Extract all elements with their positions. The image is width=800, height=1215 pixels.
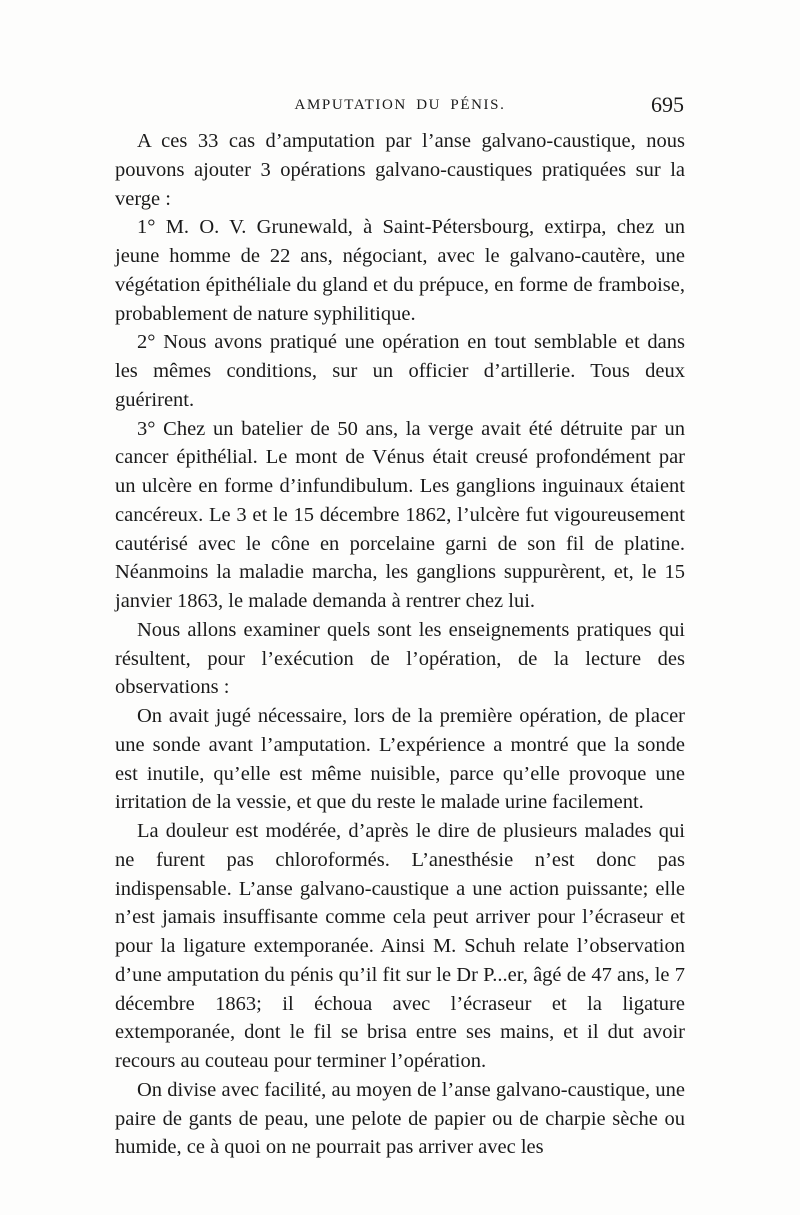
body-text (115, 127, 685, 1162)
paragraph-division: On divise avec facilité, au moyen de l’anse galvano-caustique, une paire de gants de peau, une pelote de papier ou de charpie sèche ou humide, ce à quoi on ne pourrait pas arriver avec les (115, 1078, 685, 1159)
paragraph-pain: La douleur est modérée, d’après le dire de plusieurs malades qui ne furent pas chloroformés. L’anesthésie n’est donc pas indispensable. L’anse galvano-caustique a une action puissante; elle n’est jamais insuffisante comme cela peut arriver pour l’écraseur et pour la ligature extemporanée. Ainsi M. Schuh relate l’observation d’une amputation du pénis qu’il fit sur le Dr P...er, âgé de 47 ans, le 7 décembre 1863; il échoua avec l’écraseur et la ligature extemporanée, dont le fil se brisa entre ses mains, et il dut avoir recours au couteau pour terminer l’opération. (115, 820, 685, 1072)
paragraph-intro: A ces 33 cas d’amputation par l’anse galvano-caustique, nous pouvons ajouter 3 opérations galvano-caustiques pratiquées sur la verge : (115, 130, 685, 210)
paragraph-catheter: On avait jugé nécessaire, lors de la première opération, de placer une sonde avant l’amputation. L’expérience a montré que la sonde est inutile, qu’elle est même nuisible, parce qu’elle provoque une irritation de la vessie, et que du reste le malade urine facilement. (115, 705, 685, 814)
running-title: AMPUTATION DU PÉNIS. (294, 97, 506, 113)
paragraph-case-3: 3° Chez un batelier de 50 ans, la verge avait été détruite par un cancer épithélial. Le mont de Vénus était creusé profondément par un ulcère en forme d’infundibulum. Les ganglions inguinaux étaient cancéreux. Le 3 et le 15 décembre 1862, l’ulcère fut vigoureusement cautérisé avec le cône en porcelaine garni de son fil de platine. Néanmoins la maladie marcha, les ganglions suppurèrent, et, le 15 janvier 1863, le malade demanda à rentrer chez lui. (115, 417, 685, 612)
paragraph-lessons-intro: Nous allons examiner quels sont les enseignements pratiques qui résultent, pour l’exécution de l’opération, de la lecture des observations : (115, 618, 685, 699)
paragraph-case-2: 2° Nous avons pratiqué une opération en tout semblable et dans les mêmes conditions, sur un officier d’artillerie. Tous deux guérirent. (115, 331, 685, 411)
page-number: 695 (651, 92, 684, 117)
paragraph-case-1: 1° M. O. V. Grunewald, à Saint-Pétersbourg, extirpa, chez un jeune homme de 22 ans, négociant, avec le galvano-cautère, une végétation épithéliale du gland et du prépuce, en forme de framboise, probablement de nature syphilitique. (115, 216, 685, 325)
running-head (116, 92, 684, 127)
